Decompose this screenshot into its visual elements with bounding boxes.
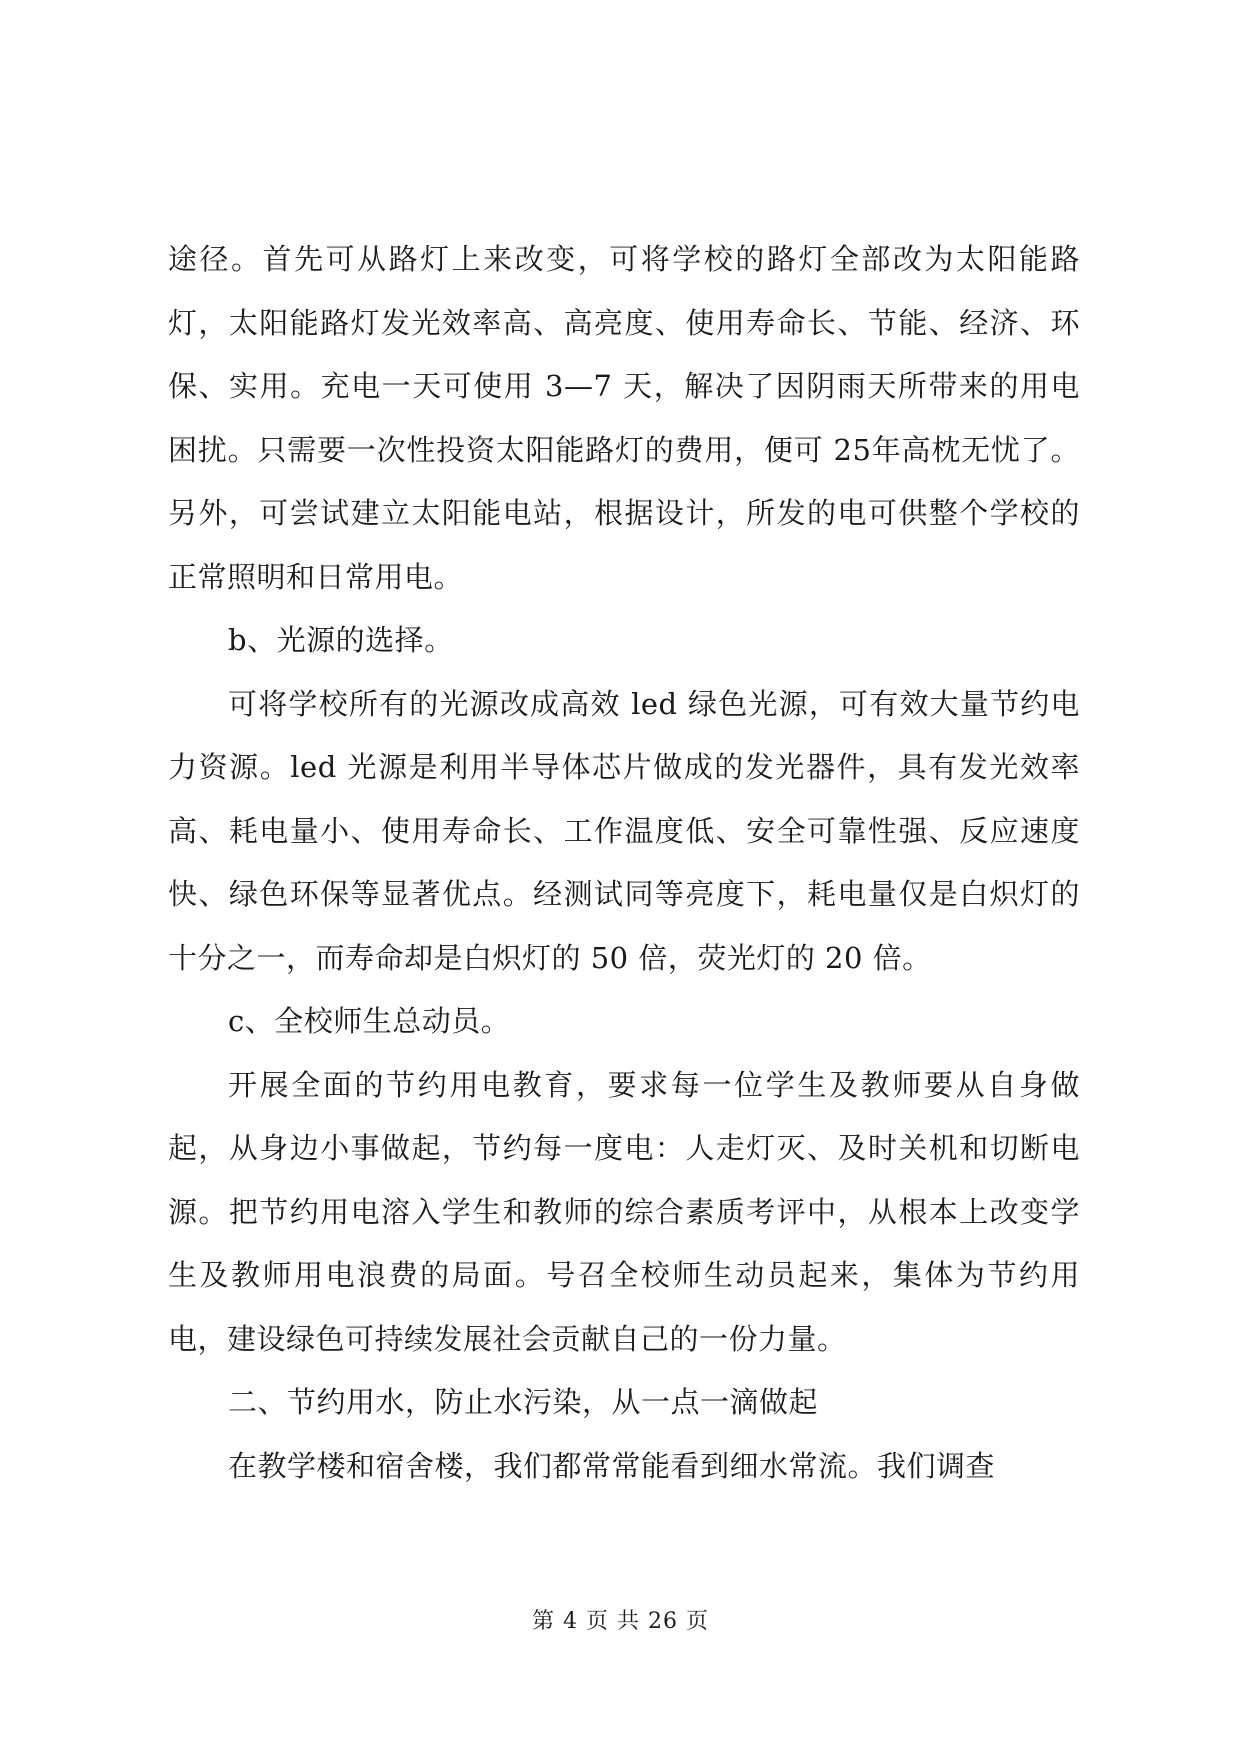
page-number-footer: 第 4 页 共 26 页 xyxy=(532,1609,709,1634)
heading-light-source-selection: b、光源的选择。 xyxy=(228,623,454,657)
heading-school-mobilization: c、全校师生总动员。 xyxy=(228,1004,511,1038)
paragraph-led-light-source: 可将学校所有的光源改成高效 led 绿色光源，可有效大量节约电力资源。led 光源是利用半导体芯片做成的发光器件，具有发光效率高、耗电量小、使用寿命长、工作温度低、安全可靠性强、反应速度快、绿色环保等显著优点。经测试同等亮度下，耗电量仅是白炽灯的十分之一，而寿命却是白炽灯的 50 倍，荧光灯的 20 倍。 xyxy=(168,686,1080,975)
paragraph-water-observation: 在教学楼和宿舍楼，我们都常常能看到细水常流。我们调查 xyxy=(228,1448,996,1483)
paragraph-solar-streetlights: 途径。首先可从路灯上来改变，可将学校的路灯全部改为太阳能路灯，太阳能路灯发光效率高、高亮度、使用寿命长、节能、经济、环保、实用。充电一天可使用 3—7 天，解决了因阴雨天所带来的用电困扰。只需要一次性投资太阳能路灯的费用，便可 25年高枕无忧了。另外，可尝试建立太阳能电站，根据设计，所发的电可供整个学校的正常照明和日常用电。 xyxy=(168,242,1080,594)
document-body xyxy=(168,228,1080,1498)
heading-water-saving: 二、节约用水，防止水污染，从一点一滴做起 xyxy=(228,1385,819,1419)
paragraph-electricity-education: 开展全面的节约用电教育，要求每一位学生及教师要从自身做起，从身边小事做起，节约每一度电：人走灯灭、及时关机和切断电源。把节约用电溶入学生和教师的综合素质考评中，从根本上改变学生及教师用电浪费的局面。号召全校师生动员起来，集体为节约用电，建设绿色可持续发展社会贡献自己的一份力量。 xyxy=(168,1067,1080,1356)
